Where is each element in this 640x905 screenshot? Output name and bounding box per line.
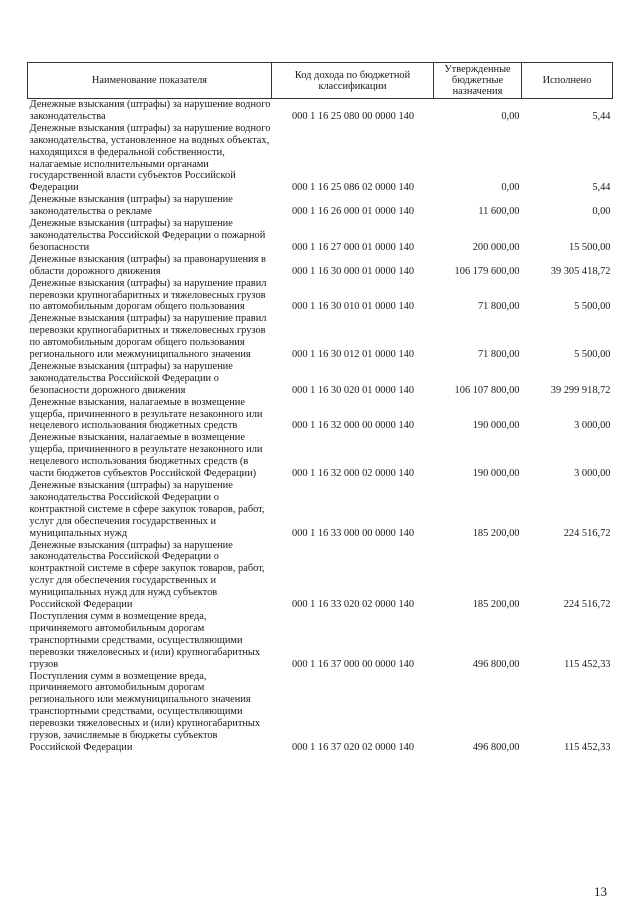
row-executed-cell: 5,44 [592,110,611,122]
row-name-cell: Денежные взыскания (штрафы) за нарушение водного законодательства [29,99,271,122]
table-row [28,194,613,218]
row-approved-cell: 496 800,00 [472,658,520,670]
row-code-cell: 000 1 16 25 080 00 0000 140 [291,110,415,122]
row-executed-cell: 5 500,00 [574,301,611,313]
table-row [28,611,613,671]
row-code-cell: 000 1 16 32 000 00 0000 140 [291,420,415,432]
row-approved-cell: 71 800,00 [477,349,520,361]
table-body [28,99,613,754]
row-code-cell: 000 1 16 30 012 01 0000 140 [291,349,415,361]
header-code: Код дохода по бюджетной классификации [272,63,434,99]
row-approved-cell: 106 107 800,00 [454,384,520,396]
row-approved-cell: 190 000,00 [472,468,520,480]
row-approved-cell: 185 200,00 [472,527,520,539]
row-approved-cell: 0,00 [501,182,520,194]
table-row [28,123,613,194]
row-approved-cell: 496 800,00 [472,741,520,753]
row-name-cell: Денежные взыскания (штрафы) за нарушение законодательства Российской Федерации о контрактной системе в сфере закупок товаров, работ, услуг для обеспечения государственных и муниципальных нужд [29,480,265,539]
row-name-cell: Денежные взыскания (штрафы) за нарушение законодательства Российской Федерации о пожарной безопасности [29,218,266,253]
row-code-cell: 000 1 16 37 000 00 0000 140 [291,658,415,670]
table-row [28,218,613,254]
table-row [28,540,613,611]
row-code-cell: 000 1 16 32 000 02 0000 140 [291,468,415,480]
row-name-cell: Денежные взыскания (штрафы) за нарушение правил перевозки крупногабаритных и тяжеловесных грузов по автомобильным дорогам общего пользования [29,277,267,313]
row-name-cell: Поступления сумм в возмещение вреда, причиняемого автомобильным дорогам регионального или межмуниципального значения транспортными средствами, осуществляющими перевозки тяжеловесных и (или) крупногабаритных грузов, зачисляемые в бюджеты субъектов Российской Федерации [29,670,261,753]
table-row [28,361,613,397]
row-name-cell: Денежные взыскания (штрафы) за правонарушения в области дорожного движения [29,253,266,277]
row-name-cell: Денежные взыскания (штрафы) за нарушение законодательства Российской Федерации о безопасности дорожного движения [29,360,233,396]
header-name: Наименование показателя [28,63,272,99]
table-row [28,397,613,433]
row-approved-cell: 71 800,00 [477,301,520,313]
row-code-cell: 000 1 16 37 020 02 0000 140 [291,741,415,753]
row-executed-cell: 224 516,72 [563,527,611,539]
row-code-cell: 000 1 16 33 020 02 0000 140 [291,599,415,611]
row-approved-cell: 11 600,00 [478,206,520,218]
row-executed-cell: 5,44 [592,182,611,194]
row-name-cell: Денежные взыскания (штрафы) за нарушение законодательства о рекламе [29,194,233,218]
table-row [28,99,613,123]
row-executed-cell: 115 452,33 [564,658,611,670]
row-executed-cell: 115 452,33 [564,741,611,753]
row-code-cell: 000 1 16 30 020 01 0000 140 [291,384,415,396]
row-code-cell: 000 1 16 30 010 01 0000 140 [291,301,415,313]
row-executed-cell: 5 500,00 [574,349,611,361]
table-row [28,254,613,278]
table-header [28,63,613,99]
table-row [28,671,613,754]
row-name-cell: Денежные взыскания, налагаемые в возмещение ущерба, причиненного в результате незаконного или нецелевого использования бюджетных средств [29,396,263,432]
row-name-cell: Денежные взыскания (штрафы) за нарушение законодательства Российской Федерации о контрактной системе в сфере закупок товаров, работ, услуг для обеспечения государственных и муниципальных нужд для нужд субъектов Российской Федерации [29,539,265,611]
row-code-cell: 000 1 16 26 000 01 0000 140 [291,206,415,218]
row-approved-cell: 106 179 600,00 [454,265,520,277]
row-approved-cell: 200 000,00 [472,241,520,253]
table-row [28,313,613,361]
row-approved-cell: 190 000,00 [472,420,520,432]
row-code-cell: 000 1 16 33 000 00 0000 140 [291,527,415,539]
table-row [28,278,613,314]
row-name-cell: Денежные взыскания, налагаемые в возмещение ущерба, причиненного в результате незаконного или нецелевого использования бюджетных средств (в части бюджетов субъектов Российской Федерации) [29,432,263,480]
row-code-cell: 000 1 16 27 000 01 0000 140 [291,241,415,253]
header-approved: Утвержденные бюджетные назначения [434,63,522,99]
row-name-cell: Денежные взыскания (штрафы) за нарушение правил перевозки крупногабаритных и тяжеловесных грузов по автомобильным дорогам общего пользования регионального или межмуниципального значения [29,313,267,361]
header-executed: Исполнено [522,63,613,99]
row-code-cell: 000 1 16 25 086 02 0000 140 [291,182,415,194]
table-row [28,432,613,480]
row-approved-cell: 0,00 [501,110,520,122]
row-executed-cell: 3 000,00 [574,468,611,480]
table-row [28,480,613,540]
row-executed-cell: 15 500,00 [568,241,611,253]
row-approved-cell: 185 200,00 [472,599,520,611]
budget-table [27,62,613,754]
row-code-cell: 000 1 16 30 000 01 0000 140 [291,265,415,277]
row-executed-cell: 0,00 [592,206,611,218]
row-executed-cell: 39 299 918,72 [550,384,611,396]
page-number: 13 [594,884,607,899]
row-name-cell: Денежные взыскания (штрафы) за нарушение водного законодательства, установленное на водных объектах, находящихся в федеральной собственности, налагаемые исполнительными органами государственной власти субъектов Российской Федерации [29,122,271,194]
row-executed-cell: 224 516,72 [563,599,611,611]
row-name-cell: Поступления сумм в возмещение вреда, причиняемого автомобильным дорогам транспортными средствами, осуществляющими перевозки тяжеловесных и (или) крупногабаритных грузов [29,610,261,670]
row-executed-cell: 3 000,00 [574,420,611,432]
row-executed-cell: 39 305 418,72 [550,265,611,277]
